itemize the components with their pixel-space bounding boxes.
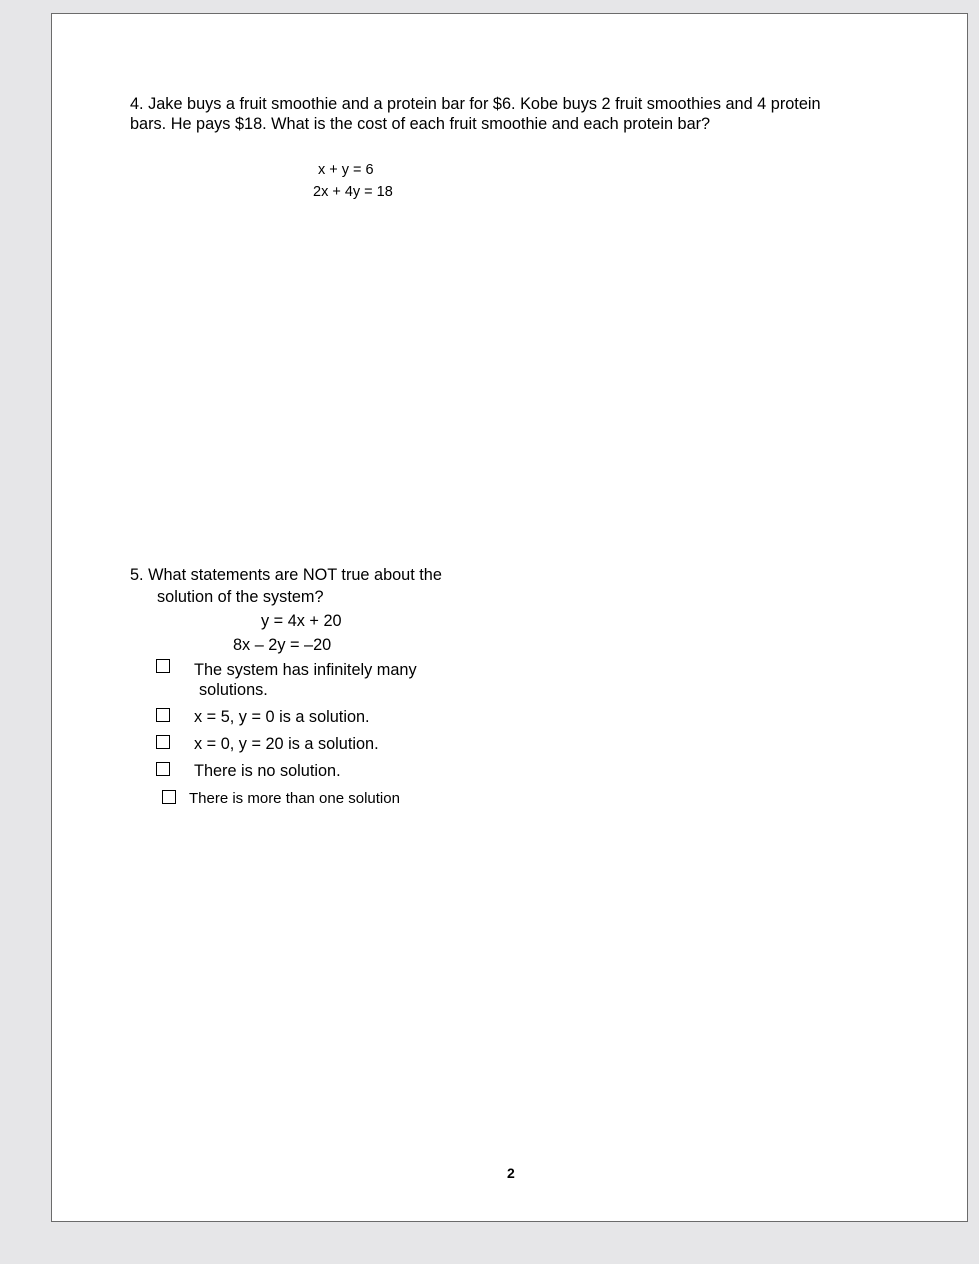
question-5-equation-2: 8x – 2y = –20 (233, 636, 332, 654)
document-page (51, 13, 968, 1222)
option-5-label: There is more than one solution (189, 790, 400, 807)
option-1-checkbox[interactable] (156, 659, 170, 673)
question-4-text (130, 94, 910, 134)
option-5-checkbox[interactable] (162, 790, 176, 804)
question-4-line-1: 4. Jake buys a fruit smoothie and a protein bar for $6. Kobe buys 2 fruit smoothies and 4 protein (130, 95, 821, 113)
option-4-checkbox[interactable] (156, 762, 170, 776)
option-3-label: x = 0, y = 20 is a solution. (194, 735, 379, 753)
option-1-label-line-2: solutions. (199, 681, 268, 699)
option-4-label: There is no solution. (194, 762, 341, 780)
option-2-checkbox[interactable] (156, 708, 170, 722)
page-number: 2 (507, 1165, 515, 1181)
option-2-label: x = 5, y = 0 is a solution. (194, 708, 370, 726)
option-3-checkbox[interactable] (156, 735, 170, 749)
question-4-equation-2: 2x + 4y = 18 (313, 184, 393, 200)
question-4-line-2: bars. He pays $18. What is the cost of each fruit smoothie and each protein bar? (130, 115, 711, 133)
question-5-line-2: solution of the system? (157, 588, 324, 606)
option-1-label-line-1: The system has infinitely many (194, 661, 417, 679)
question-4-equation-1: x + y = 6 (318, 162, 374, 178)
question-5-line-1: 5. What statements are NOT true about the (130, 566, 442, 584)
question-5-equation-1: y = 4x + 20 (261, 612, 342, 630)
